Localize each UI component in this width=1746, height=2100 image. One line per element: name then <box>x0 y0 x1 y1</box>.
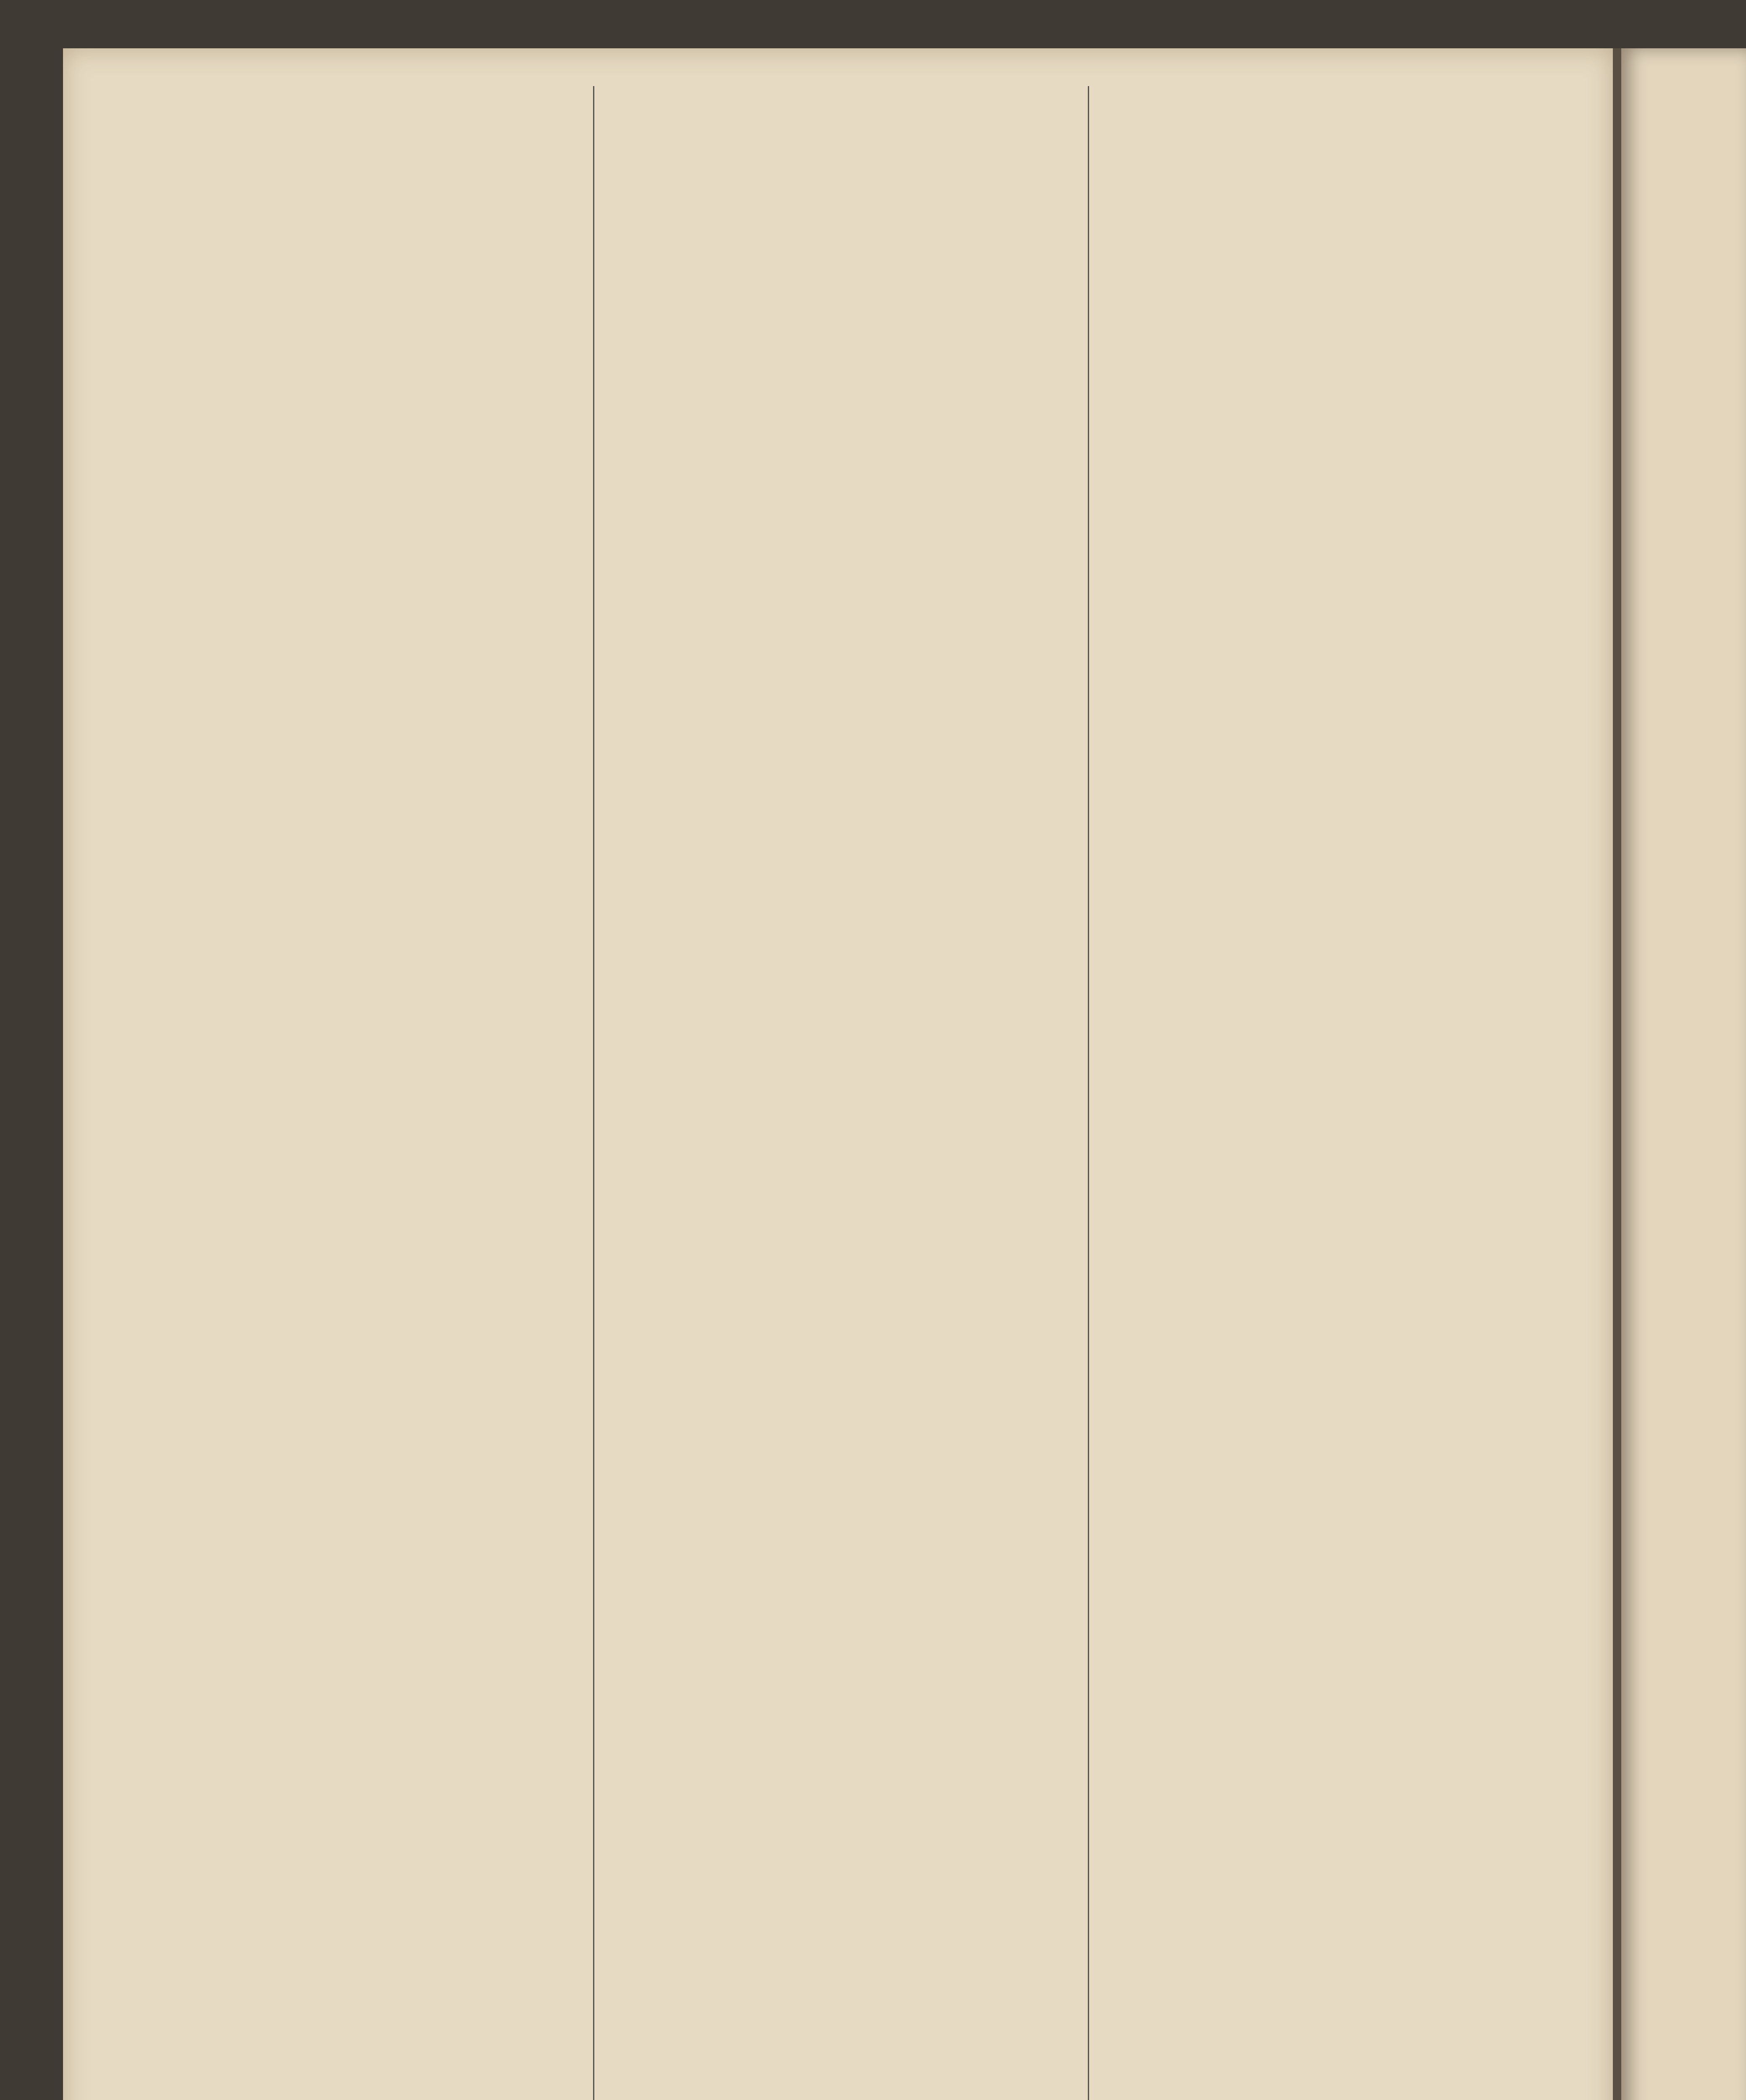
column-1 <box>101 86 559 2100</box>
newspaper-page <box>63 48 1613 2100</box>
column-3 <box>1100 86 1558 2100</box>
column-2 <box>605 86 1063 2100</box>
column-rule <box>593 86 594 2100</box>
page-fold <box>1613 48 1622 2100</box>
column-rule <box>1088 86 1089 2100</box>
adjacent-page-edge <box>1621 48 1746 2100</box>
